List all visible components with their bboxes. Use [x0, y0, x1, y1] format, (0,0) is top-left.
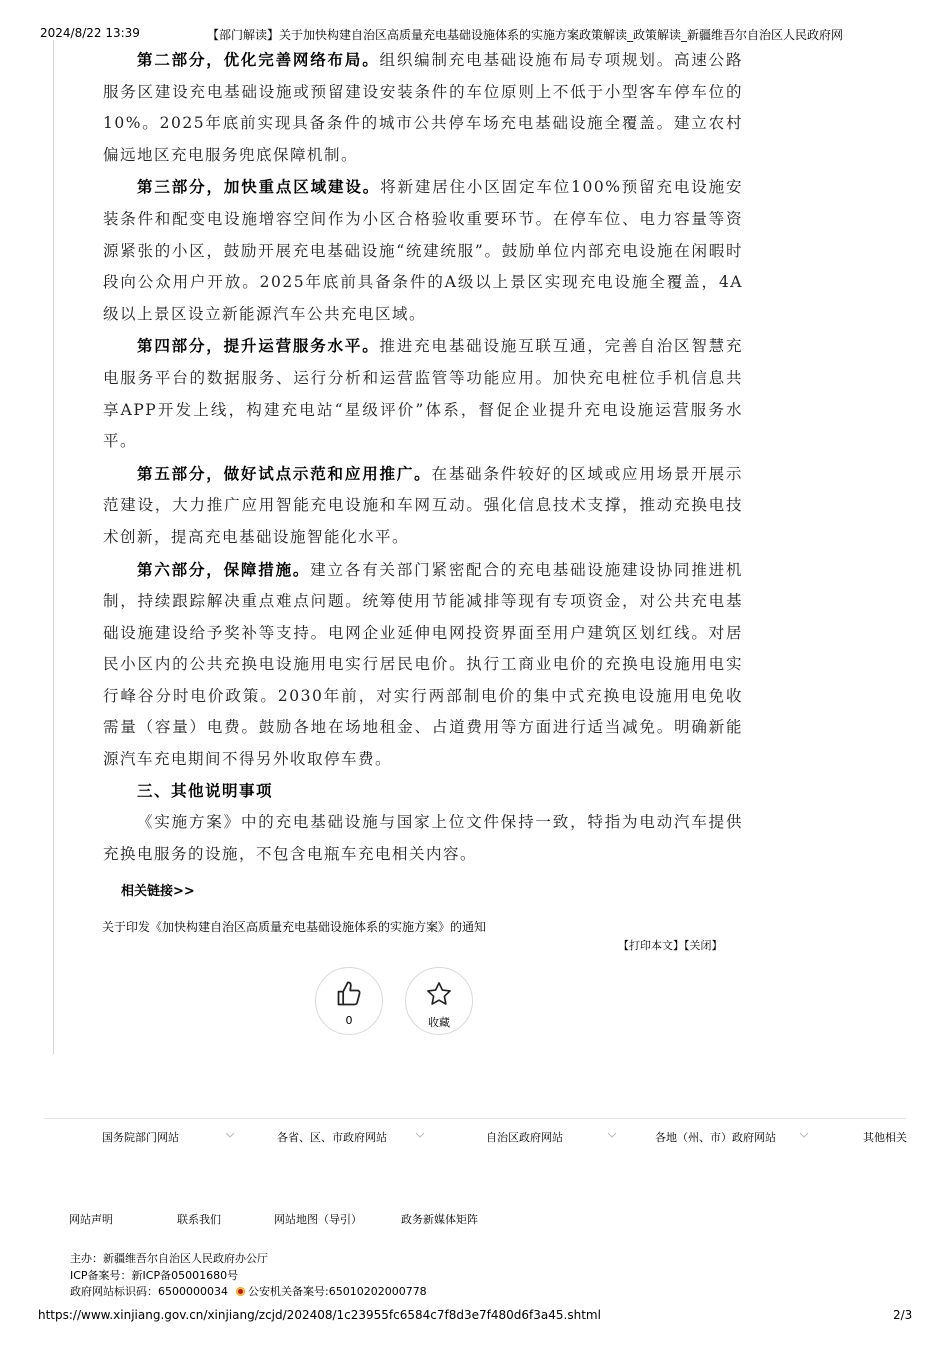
- paragraph-heading: 第六部分，保障措施。: [137, 559, 311, 579]
- like-button[interactable]: [315, 967, 383, 1035]
- footer-link-new-media[interactable]: 政务新媒体矩阵: [401, 1213, 478, 1226]
- paragraph-heading: 第三部分，加快重点区域建设。: [137, 177, 381, 197]
- footer-divider: [44, 1118, 906, 1119]
- footer-select-region[interactable]: 自治区政府网站: [486, 1131, 563, 1144]
- footer-host: 主办：新疆维吾尔自治区人民政府办公厅: [70, 1252, 268, 1265]
- footer-site-id: 政府网站标识码：6500000034: [70, 1285, 228, 1298]
- article-paragraph: [103, 171, 743, 330]
- print-article-link[interactable]: 【打印本文】: [618, 939, 684, 952]
- star-icon: [425, 980, 453, 1008]
- footer-link-statement[interactable]: 网站声明: [69, 1213, 113, 1226]
- article-paragraph: [103, 330, 743, 457]
- footer-link-sitemap[interactable]: 网站地图（导引）: [274, 1213, 362, 1226]
- police-record-text: 公安机关备案号:65010202000778: [248, 1285, 427, 1298]
- police-emblem-icon: [236, 1287, 245, 1296]
- favorite-button[interactable]: [405, 967, 473, 1035]
- article-paragraph: 《实施方案》中的充电基础设施与国家上位文件保持一致，特指为电动汽车提供充换电服务的设施，不包含电瓶车充电相关内容。: [103, 813, 743, 863]
- footer-police-record[interactable]: [236, 1283, 427, 1299]
- like-count: 0: [345, 1014, 353, 1027]
- footer-link-contact[interactable]: 联系我们: [177, 1213, 221, 1226]
- print-date: 2024/8/22 13:39: [40, 26, 140, 40]
- section-title: 三、其他说明事项: [137, 781, 274, 800]
- paragraph-text: 将新建居住小区固定车位100%预留充电设施安装条件和配变电设施增容空间作为小区合格验收重要环节。在停车位、电力容量等资源紧张的小区，鼓励开展充电基础设施“统建统服”。鼓励单位内部充电设施在闲暇时段向公众用户开放。2025年底前具备条件的A级以上景区实现充电设施全覆盖，4A级以上景区设立新能源汽车公共充电区域。: [103, 178, 743, 323]
- paragraph-text: 在基础条件较好的区域或应用场景开展示范建设，大力推广应用智能充电设施和车网互动。强化信息技术支撑，推动充换电技术创新，提高充电基础设施智能化水平。: [103, 464, 743, 546]
- footer-icp[interactable]: ICP备案号：新ICP备05001680号: [70, 1269, 239, 1282]
- footer-select-prefectures[interactable]: 各地（州、市）政府网站: [655, 1131, 776, 1144]
- related-links-heading: 相关链接>>: [121, 884, 195, 899]
- favorite-label: 收藏: [428, 1016, 450, 1029]
- footer-select-others[interactable]: 其他相关: [863, 1131, 907, 1144]
- paragraph-text: 组织编制充电基础设施布局专项规划。高速公路服务区建设充电基础设施或预留建设安装条件的车位原则上不低于小型客车停车位的10%。2025年底前实现具备条件的城市公共停车场充电基础设施全覆盖。建立农村偏远地区充电服务兜底保障机制。: [103, 51, 743, 164]
- close-page-link[interactable]: 【关闭】: [684, 939, 723, 952]
- article-body: [103, 44, 743, 870]
- article-paragraph: [103, 458, 743, 554]
- article-paragraph: [103, 44, 743, 171]
- article-actions: [618, 937, 723, 953]
- thumbs-up-icon: [335, 980, 363, 1008]
- chevron-down-icon: [414, 1129, 426, 1141]
- paragraph-text: 建立各有关部门紧密配合的充电基础设施建设协同推进机制，持续跟踪解决重点难点问题。统筹使用节能减排等现有专项资金，对公共充电基础设施建设给予奖补等支持。电网企业延伸电网投资界面至用户建筑区划红线。对居民小区内的公共充换电设施用电实行居民电价。执行工商业电价的充换电设施用电实行峰谷分时电价政策。2030年前，对实行两部制电价的集中式充换电设施用电免收需量（容量）电费。鼓励各地在场地租金、占道费用等方面进行适当减免。明确新能源汽车充电期间不得另外收取停车费。: [103, 560, 743, 769]
- chevron-down-icon: [798, 1129, 810, 1141]
- footer-select-provinces[interactable]: 各省、区、市政府网站: [277, 1131, 387, 1144]
- content-divider: [53, 40, 54, 1054]
- page-number: 2/3: [893, 1308, 913, 1322]
- chevron-down-icon: [606, 1129, 618, 1141]
- paragraph-heading: 第五部分，做好试点示范和应用推广。: [137, 463, 432, 483]
- footer-select-state-council[interactable]: 国务院部门网站: [102, 1131, 179, 1144]
- article-paragraph: [103, 554, 743, 776]
- related-link[interactable]: 关于印发《加快构建自治区高质量充电基础设施体系的实施方案》的通知: [102, 920, 487, 934]
- paragraph-heading: 第四部分，提升运营服务水平。: [137, 336, 380, 356]
- paragraph-text: 推进充电基础设施互联互通，完善自治区智慧充电服务平台的数据服务、运行分析和运营监管等功能应用。加快充电桩位手机信息共享APP开发上线，构建充电站“星级评价”体系，督促企业提升充电设施运营服务水平。: [103, 337, 743, 451]
- chevron-down-icon: [224, 1129, 236, 1141]
- print-url: https://www.xinjiang.gov.cn/xinjiang/zcjd/202408/1c23955fc6584c7f8d3e7f480d6f3a45.shtml: [38, 1308, 601, 1322]
- print-page-title: 【部门解读】关于加快构建自治区高质量充电基础设施体系的实施方案政策解读_政策解读_新疆维吾尔自治区人民政府网: [207, 28, 844, 42]
- paragraph-heading: 第二部分，优化完善网络布局。: [137, 50, 380, 69]
